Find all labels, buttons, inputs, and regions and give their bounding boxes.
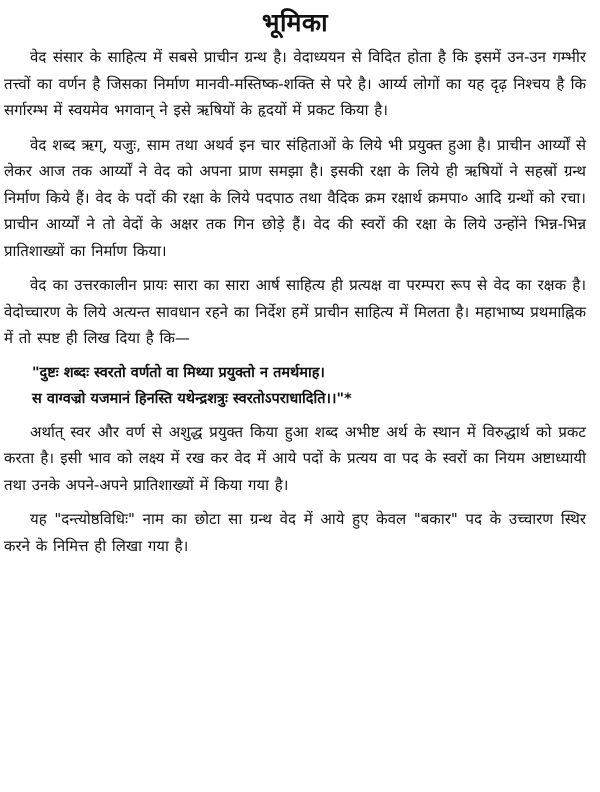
paragraph-2: वेद शब्द ऋग्, यजुः, साम तथा अथर्व इन चार संहिताओं के लिये भी प्रयुक्त हुआ है। प्राचीन आर्य्यों से लेकर आज तक आर्य्यों ने वेद को अपना प्राण समझा है। इसकी रक्षा के लिये ही ऋषियों ने सहस्रों ग्रन्थ निर्माण किये हैं। वेद के पदों की रक्षा के लिये पदपाठ तथा वैदिक क्रम रक्षार्थ क्रमपा० आदि ग्रन्थों को रचा। प्राचीन आर्य्यों ने तो वेदों के अक्षर तक गिन छोड़े हैं। वेद की स्वरों की रक्षा के लिये उन्होंने भिन्न-भिन्न प्रातिशाख्यों का निर्माण किया। — [4, 135, 586, 260]
paragraph-3: वेद का उत्तरकालीन प्रायः सारा का सारा आर्ष साहित्य ही प्रत्यक्ष वा परम्परा रूप से वेद का रक्षक है। वेदोच्चारण के लिये अत्यन्त सावधान रहने का निर्देश हमें प्राचीन साहित्य में मिलता है। महाभाष्य प्रथमाह्निक में तो स्पष्ट ही लिख दिया है कि— — [4, 276, 586, 347]
sanskrit-quote — [4, 360, 586, 413]
quote-line-1: "दुष्टः शब्दः स्वरतो वर्णतो वा मिथ्या प्रयुक्तो न तमर्थमाह। — [32, 364, 325, 381]
page-title: भूमिका — [261, 8, 329, 37]
paragraph-1: वेद संसार के साहित्य में सबसे प्राचीन ग्रन्थ है। वेदाध्ययन से विदित होता है कि इसमें उन-उन गम्भीर तत्त्वों का वर्णन है जिसका निर्माण मानवी-मस्तिष्क-शक्ति से परे है। आर्य्य लोगों का यह दृढ़ निश्चय है कि सर्गारम्भ में स्वयमेव भगवान् ने इसे ऋषियों के हृदयों में प्रकट किया है। — [4, 48, 586, 119]
paragraph-5: यह "दन्त्योष्ठविधिः" नाम का छोटा सा ग्रन्थ वेद में आये हुए केवल "बकार" पद के उच्चारण स्थिर करने के निमित्त ही लिखा गया है। — [4, 510, 586, 555]
quote-line-2: स वाग्वज्रो यजमानं हिनस्ति यथेन्द्रशत्रुः स्वरतोऽपराधादिति।।"* — [32, 391, 352, 407]
paragraph-4: अर्थात् स्वर और वर्ण से अशुद्ध प्रयुक्त किया हुआ शब्द अभीष्ट अर्थ के स्थान में विरुद्धार्थ को प्रकट करता है। इसी भाव को लक्ष्य में रख कर वेद में आये पदों के प्रत्यय वा पद के स्वरों का नियम अष्टाध्यायी तथा उनके अपने-अपने प्रातिशाख्यों में किया गया है। — [4, 422, 586, 494]
